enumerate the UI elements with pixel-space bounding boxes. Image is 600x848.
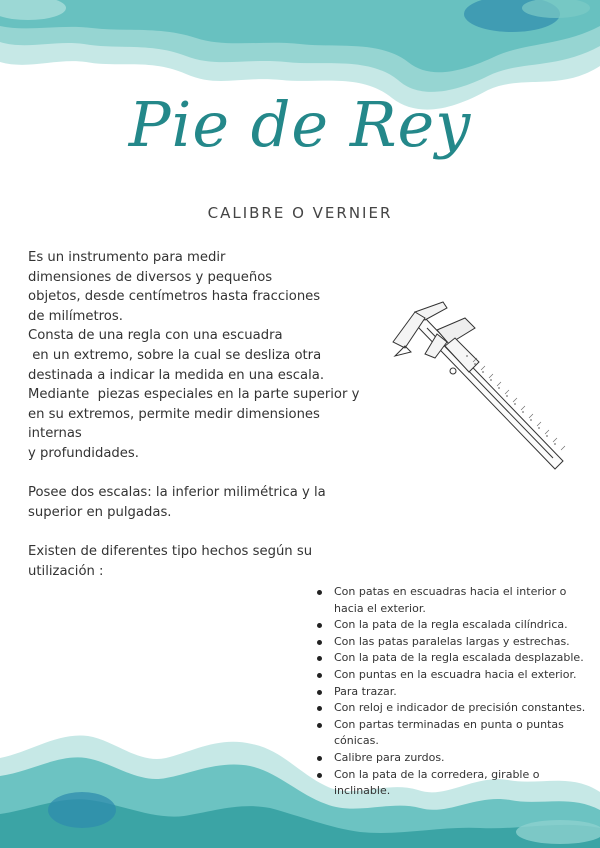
vernier-caliper-icon — [385, 298, 575, 483]
page-subtitle: CALIBRE O VERNIER — [207, 204, 393, 222]
description-line: Consta de una regla con una escuadra — [28, 328, 283, 344]
list-item-text: Con reloj e indicador de precisión constantes. — [334, 701, 586, 715]
description-line: destinada a indicar la medida en una escala. — [28, 367, 325, 383]
types-intro-line: utilización : — [28, 563, 104, 579]
uses-list — [314, 584, 594, 800]
list-item-text: Con las patas paralelas largas y estrechas. — [334, 634, 570, 648]
list-item-text: Con puntas en la escuadra hacia el exterior. — [334, 667, 577, 681]
list-item — [314, 650, 594, 667]
description-line: en un extremo, sobre la cual se desliza otra — [28, 347, 322, 363]
list-item-text: inclinable. — [334, 784, 391, 798]
list-item-text: Calibre para zurdos. — [334, 750, 445, 764]
description-line: y profundidades. — [28, 445, 139, 461]
list-item-text: Con la pata de la regla escalada cilíndrica. — [334, 618, 568, 632]
types-intro-line: Existen de diferentes tipo hechos según su — [28, 543, 313, 559]
list-item-text: Con patas en escuadras hacia el interior o — [334, 585, 567, 598]
description-text — [28, 248, 358, 581]
list-item — [314, 617, 594, 634]
description-line: Mediante piezas especiales en la parte superior y — [28, 387, 360, 403]
list-item-text: cónicas. — [334, 734, 379, 748]
description-line: internas — [28, 426, 82, 442]
description-line: dimensiones de diversos y pequeños — [28, 269, 273, 285]
description-line: en su extremos, permite medir dimensiones — [28, 406, 320, 422]
list-item — [314, 684, 594, 701]
list-item — [314, 667, 594, 684]
list-item — [314, 584, 594, 617]
list-item-text: hacia el exterior. — [334, 601, 426, 615]
description-line: objetos, desde centímetros hasta fracciones — [28, 289, 321, 305]
list-item — [314, 750, 594, 767]
description-line: de milímetros. — [28, 308, 123, 324]
page-title: Pie de Rey — [128, 88, 472, 161]
list-item — [314, 767, 594, 800]
list-item-text: Con la pata de la corredera, girable o — [334, 767, 540, 781]
list-item-text: Con la pata de la regla escalada desplazable. — [334, 651, 584, 665]
list-item-text: Para trazar. — [334, 684, 397, 698]
description-line: Es un instrumento para medir — [28, 250, 226, 265]
list-item — [314, 717, 594, 750]
scales-line: superior en pulgadas. — [28, 504, 172, 520]
scales-line: Posee dos escalas: la inferior milimétrica y la — [28, 485, 326, 501]
list-item — [314, 634, 594, 651]
list-item-text: Con partas terminadas en punta o puntas — [334, 717, 564, 731]
list-item — [314, 700, 594, 717]
